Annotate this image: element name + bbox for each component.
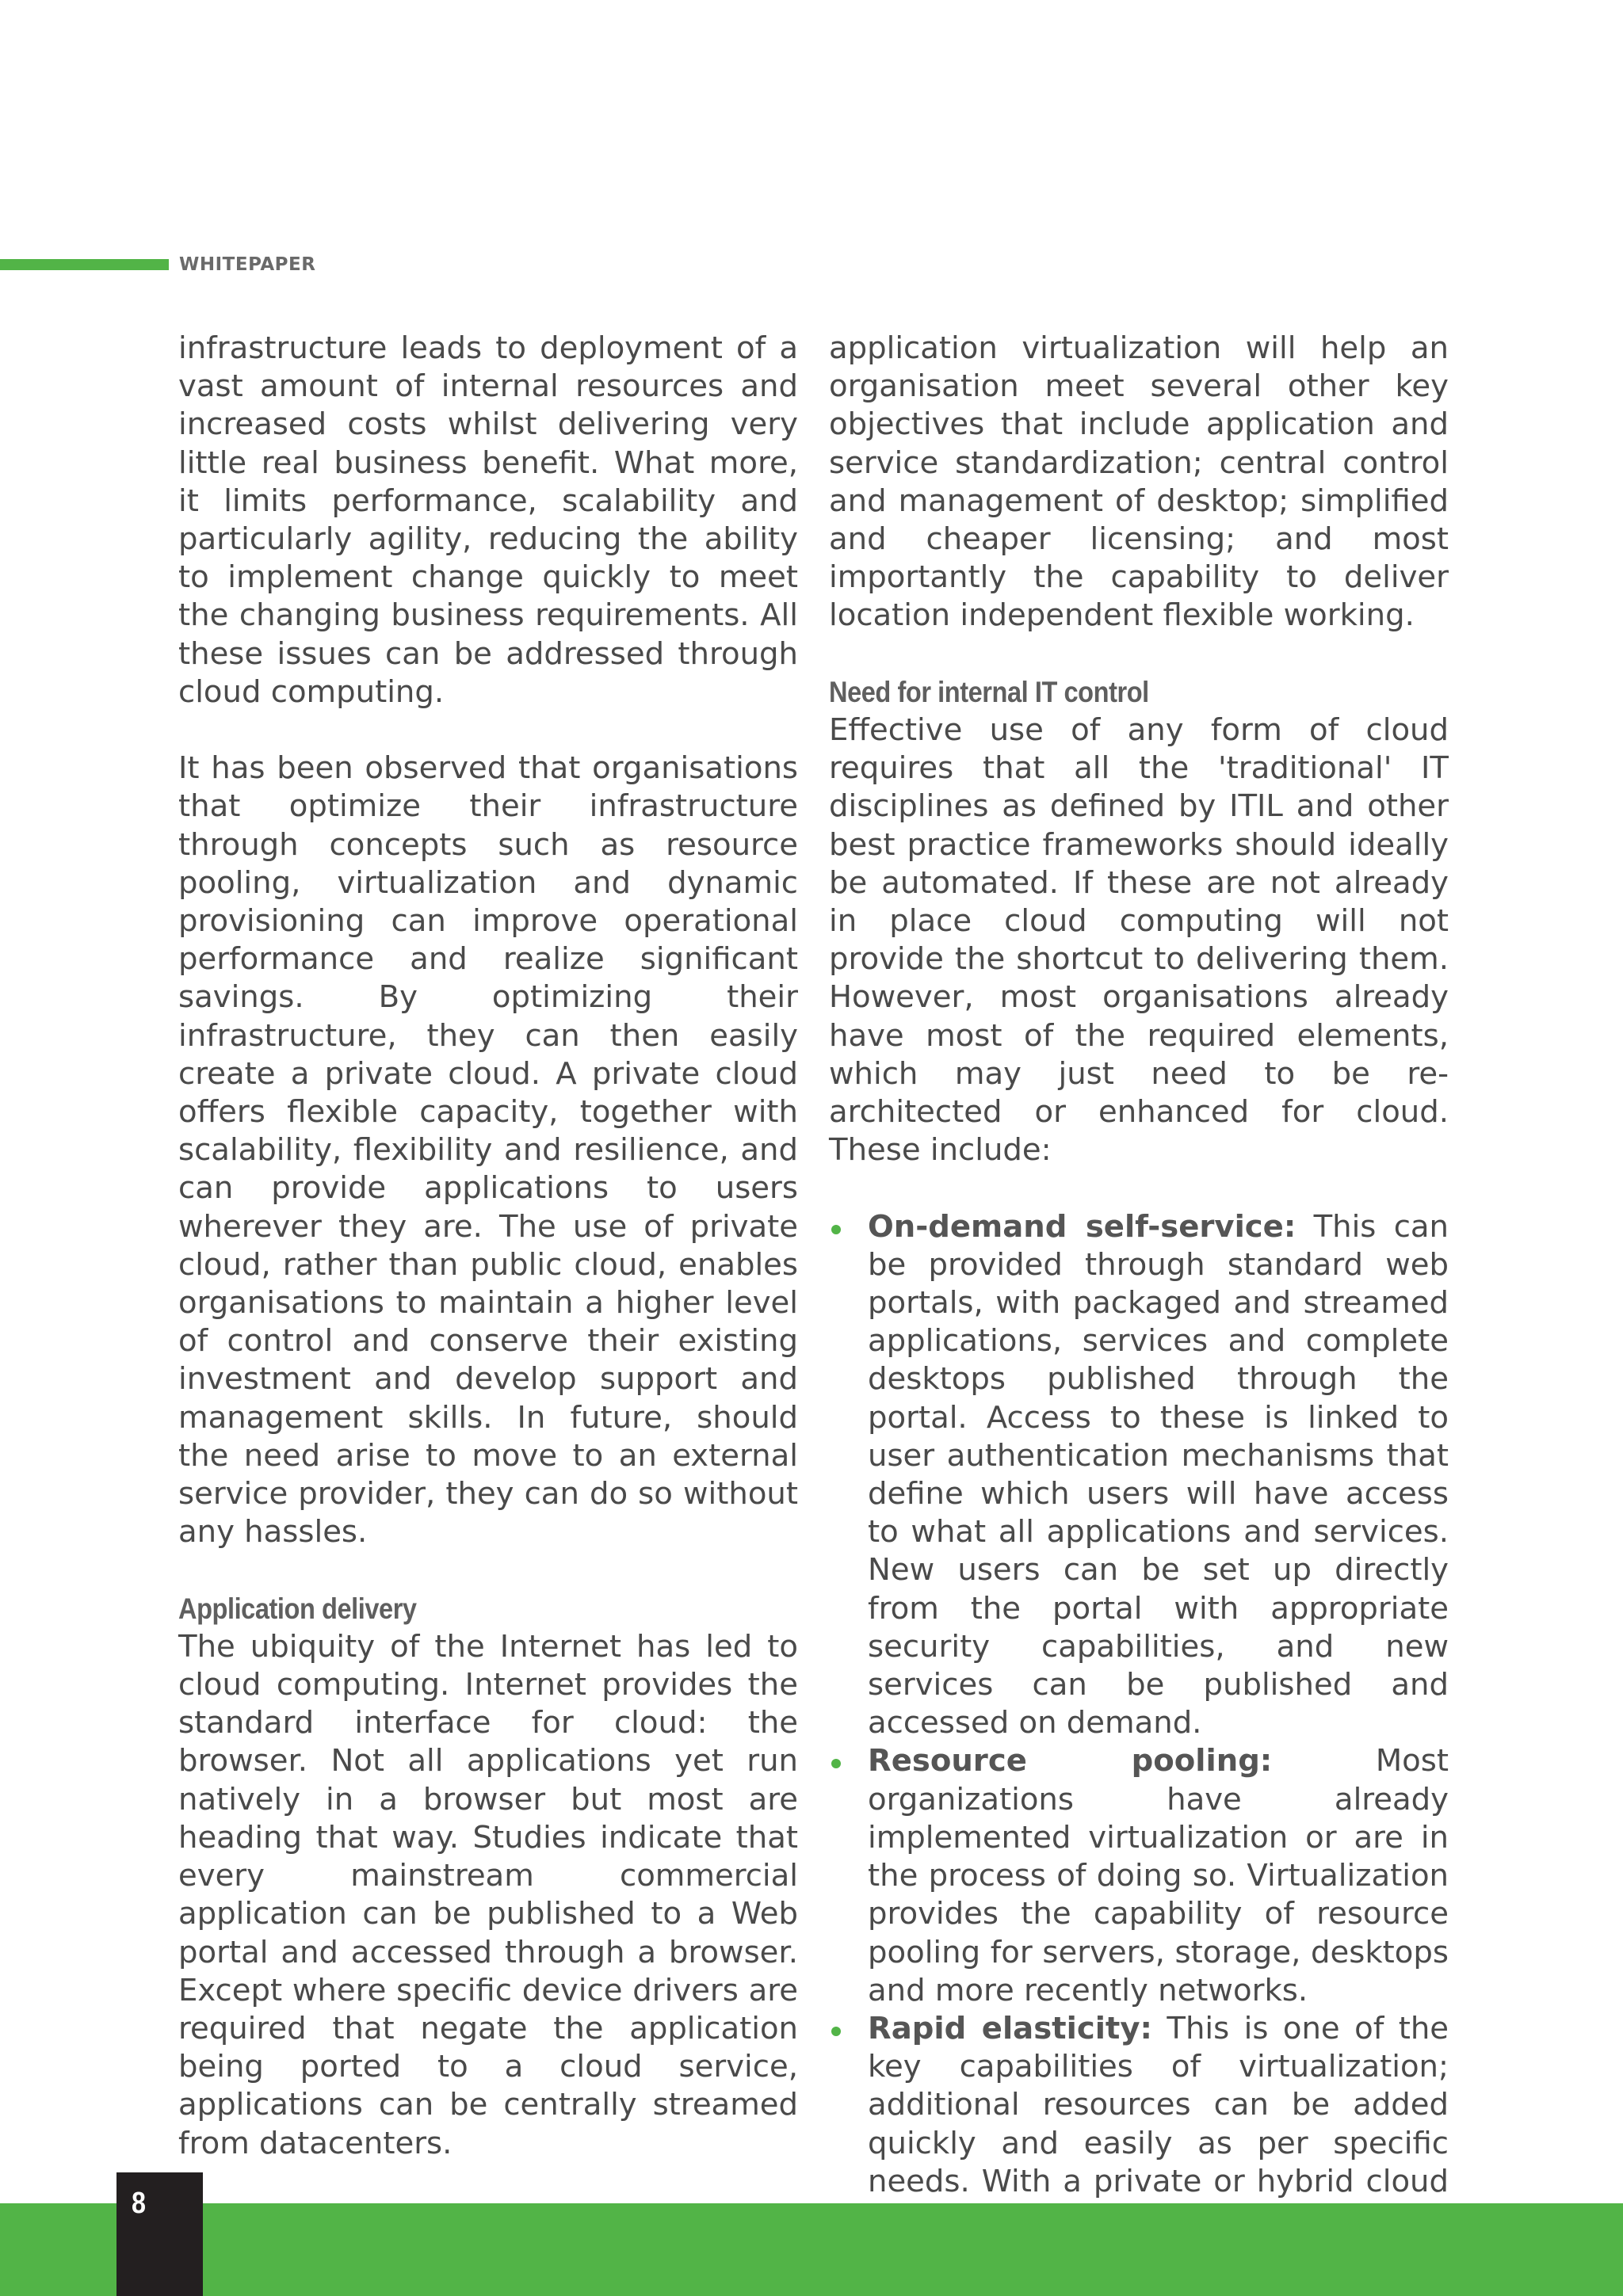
left-paragraph-1: infrastructure leads to deployment of a vast amount of internal resources and increased costs whilst delivering very little real business benefit. What more, it limits performance, scalability and particularly agility, reducing the ability to implement change quickly to meet the changing business requirements. All these issues can be addressed through cloud computing. [178,330,798,710]
footer-bar [0,2203,1623,2296]
page-number: 8 [132,2187,146,2220]
list-item [829,1208,1449,1743]
right-paragraph-2: Effective use of any form of cloud requires that all the 'traditional' IT disciplines as defined by ITIL and other best practice frameworks should ideally be automated. If these are not already in place cloud computing will not provide the shortcut to delivering them. However, most organisations already have most of the required elements, which may just need to be re-architected or enhanced for cloud. These include: [829,712,1449,1169]
header-accent-bar [0,259,169,270]
left-paragraph-2: It has been observed that organisations that optimize their infrastructure through concepts such as resource pooling, virtualization and dynamic provisioning can improve operational performance and realize significant savings. By optimizing their infrastructure, they can then easily create a private cloud. A private cloud offers flexible capacity, together with scalability, flexibility and resilience, and can provide applications to users wherever they are. The use of private cloud, rather than public cloud, enables organisations to maintain a higher level of control and conserve their existing investment and develop support and management skills. In future, should the need arise to move to an external service provider, they can do so without any hassles. [178,750,798,1550]
left-paragraph-3: The ubiquity of the Internet has led to cloud computing. Internet provides the standard interface for cloud: the browser. Not all applications yet run natively in a browser but most are heading that way. Studies indicate that every mainstream commercial application can be published to a Web portal and accessed through a browser. Except where specific device drivers are required that negate the application being ported to a cloud service, applications can be centrally streamed from datacenters. [178,1628,798,2161]
right-column [829,330,1449,2277]
page-number-box [116,2172,203,2296]
list-item [829,1742,1449,2009]
list-item-term: Resource pooling: [868,1743,1273,1779]
right-paragraph-1: application virtualization will help an organisation meet several other key objectives that include application and service standardization; central control and management of desktop; simplified and cheaper licensing; and most importantly the capability to deliver location independent flexible working. [829,330,1449,634]
list-item-text: This is one of the key capabilities of virtualization; additional resources can be added quickly and easily as per specific needs. With a private or hybrid cloud [868,2010,1449,2199]
list-item-term: Rapid elasticity: [868,2010,1152,2046]
list-item-text: Most organizations have already implemented virtualization or are in the process of doing so. Virtualization provides the capability of resource pooling for servers, storage, desktops and more recently networks. [868,1743,1449,2008]
section-heading-internal-it-control: Need for internal IT control [829,675,1149,708]
header-label: WHITEPAPER [179,254,316,275]
section-heading-application-delivery: Application delivery [178,1592,417,1625]
capabilities-list [829,1208,1449,2278]
list-item-term: On-demand self-service: [868,1208,1296,1245]
list-item-text: This can be provided through standard web portals, with packaged and streamed applications, services and complete desktops published through the portal. Access to these is linked to user authentication mechanisms that define which users will have access to what all applications and services. New users can be set up directly from the portal with appropriate security capabilities, and new services can be published and accessed on demand. [868,1208,1449,1741]
left-column [178,330,798,2277]
